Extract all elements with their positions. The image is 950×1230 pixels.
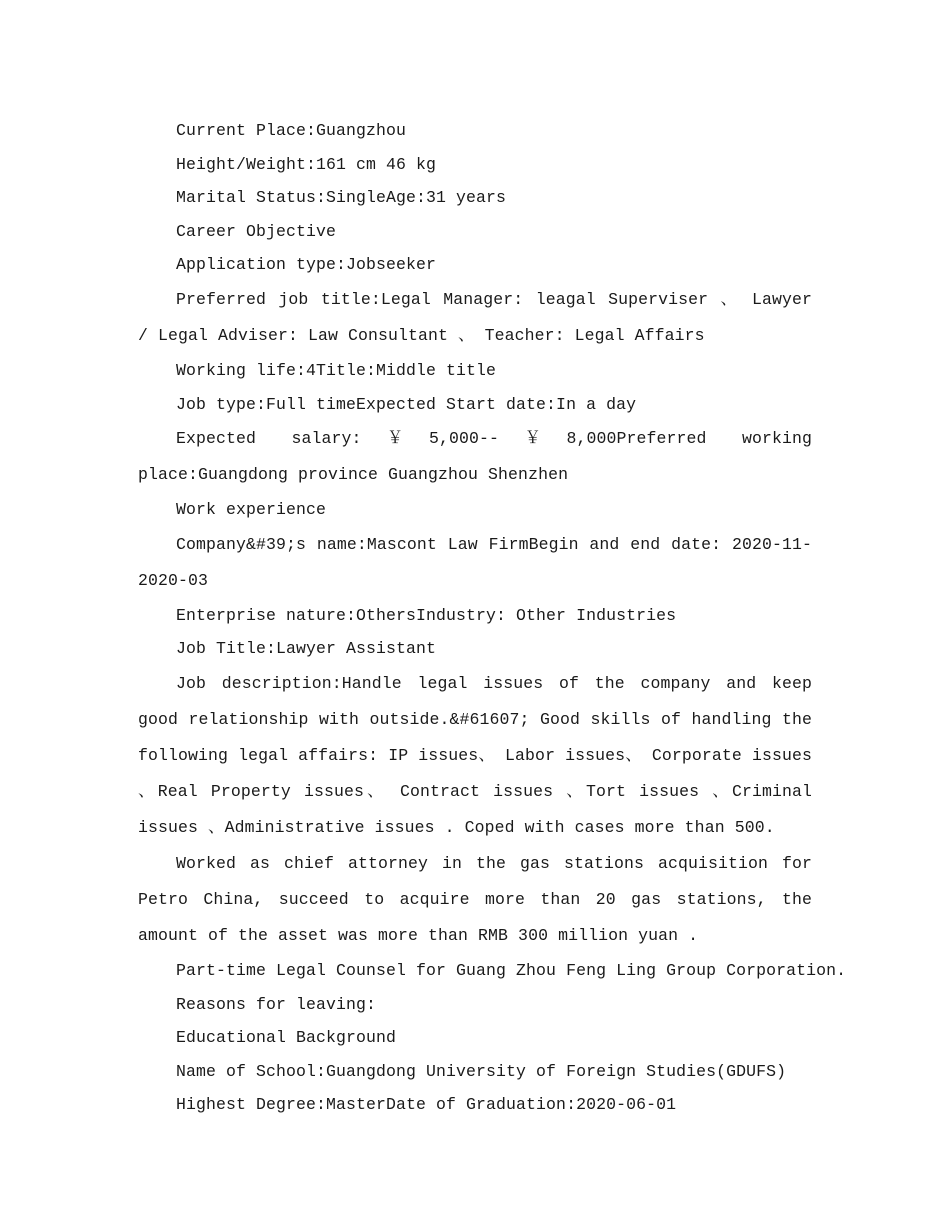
enterprise-industry-line: Enterprise nature:OthersIndustry: Other Industries (176, 605, 677, 625)
current-place-line: Current Place:Guangzhou (176, 121, 407, 140)
company-dates-paragraph: Company&#39;s name:Mascont Law FirmBegin and end date: 2020-11-2020-03 (138, 534, 812, 590)
application-type-line: Application type:Jobseeker (176, 255, 437, 275)
working-life-title-line: Working life:4Title:Middle title (176, 360, 497, 380)
chief-attorney-paragraph: Worked as chief attorney in the gas stations acquisition for Petro China, succeed to acquire more than 20 gas stations, the amount of the asset was more than RMB 300 million yuan . (138, 853, 812, 945)
job-title-line: Job Title:Lawyer Assistant (176, 639, 437, 659)
reasons-leaving-line: Reasons for leaving: (176, 994, 377, 1014)
job-description-paragraph: Job description:Handle legal issues of the company and keep good relationship with outside.&#61607; Good skills of handling the following legal affairs: IP issues、 Labor issues、 Corporate issues 、Real Property issues、 Contract issues 、Tort issues 、Criminal issues 、Administrative issues . Coped with cases more than 500. (138, 673, 812, 837)
degree-graduation-line: Highest Degree:MasterDate of Graduation:2020-06-01 (176, 1095, 677, 1115)
height-weight-line: Height/Weight:161 cm 46 kg (176, 154, 437, 174)
career-objective-heading: Career Objective (176, 221, 337, 241)
marital-age-line: Marital Status:SingleAge:31 years (176, 188, 507, 208)
preferred-job-title-paragraph: Preferred job title:Legal Manager: leagal Superviser 、 Lawyer / Legal Adviser: Law Consultant 、 Teacher: Legal Affairs (138, 289, 812, 345)
resume-document (138, 114, 847, 1122)
expected-salary-paragraph: Expected salary:￥5,000--￥8,000Preferred working place:Guangdong province Guangzhou Shenzhen (138, 429, 812, 485)
work-experience-heading: Work experience (176, 500, 327, 520)
educational-background-heading: Educational Background (176, 1028, 397, 1048)
school-name-line: Name of School:Guangdong University of Foreign Studies(GDUFS) (176, 1061, 787, 1081)
part-time-line: Part-time Legal Counsel for Guang Zhou Feng Ling Group Corporation. (176, 960, 847, 980)
job-type-start-line: Job type:Full timeExpected Start date:In a day (176, 394, 637, 414)
